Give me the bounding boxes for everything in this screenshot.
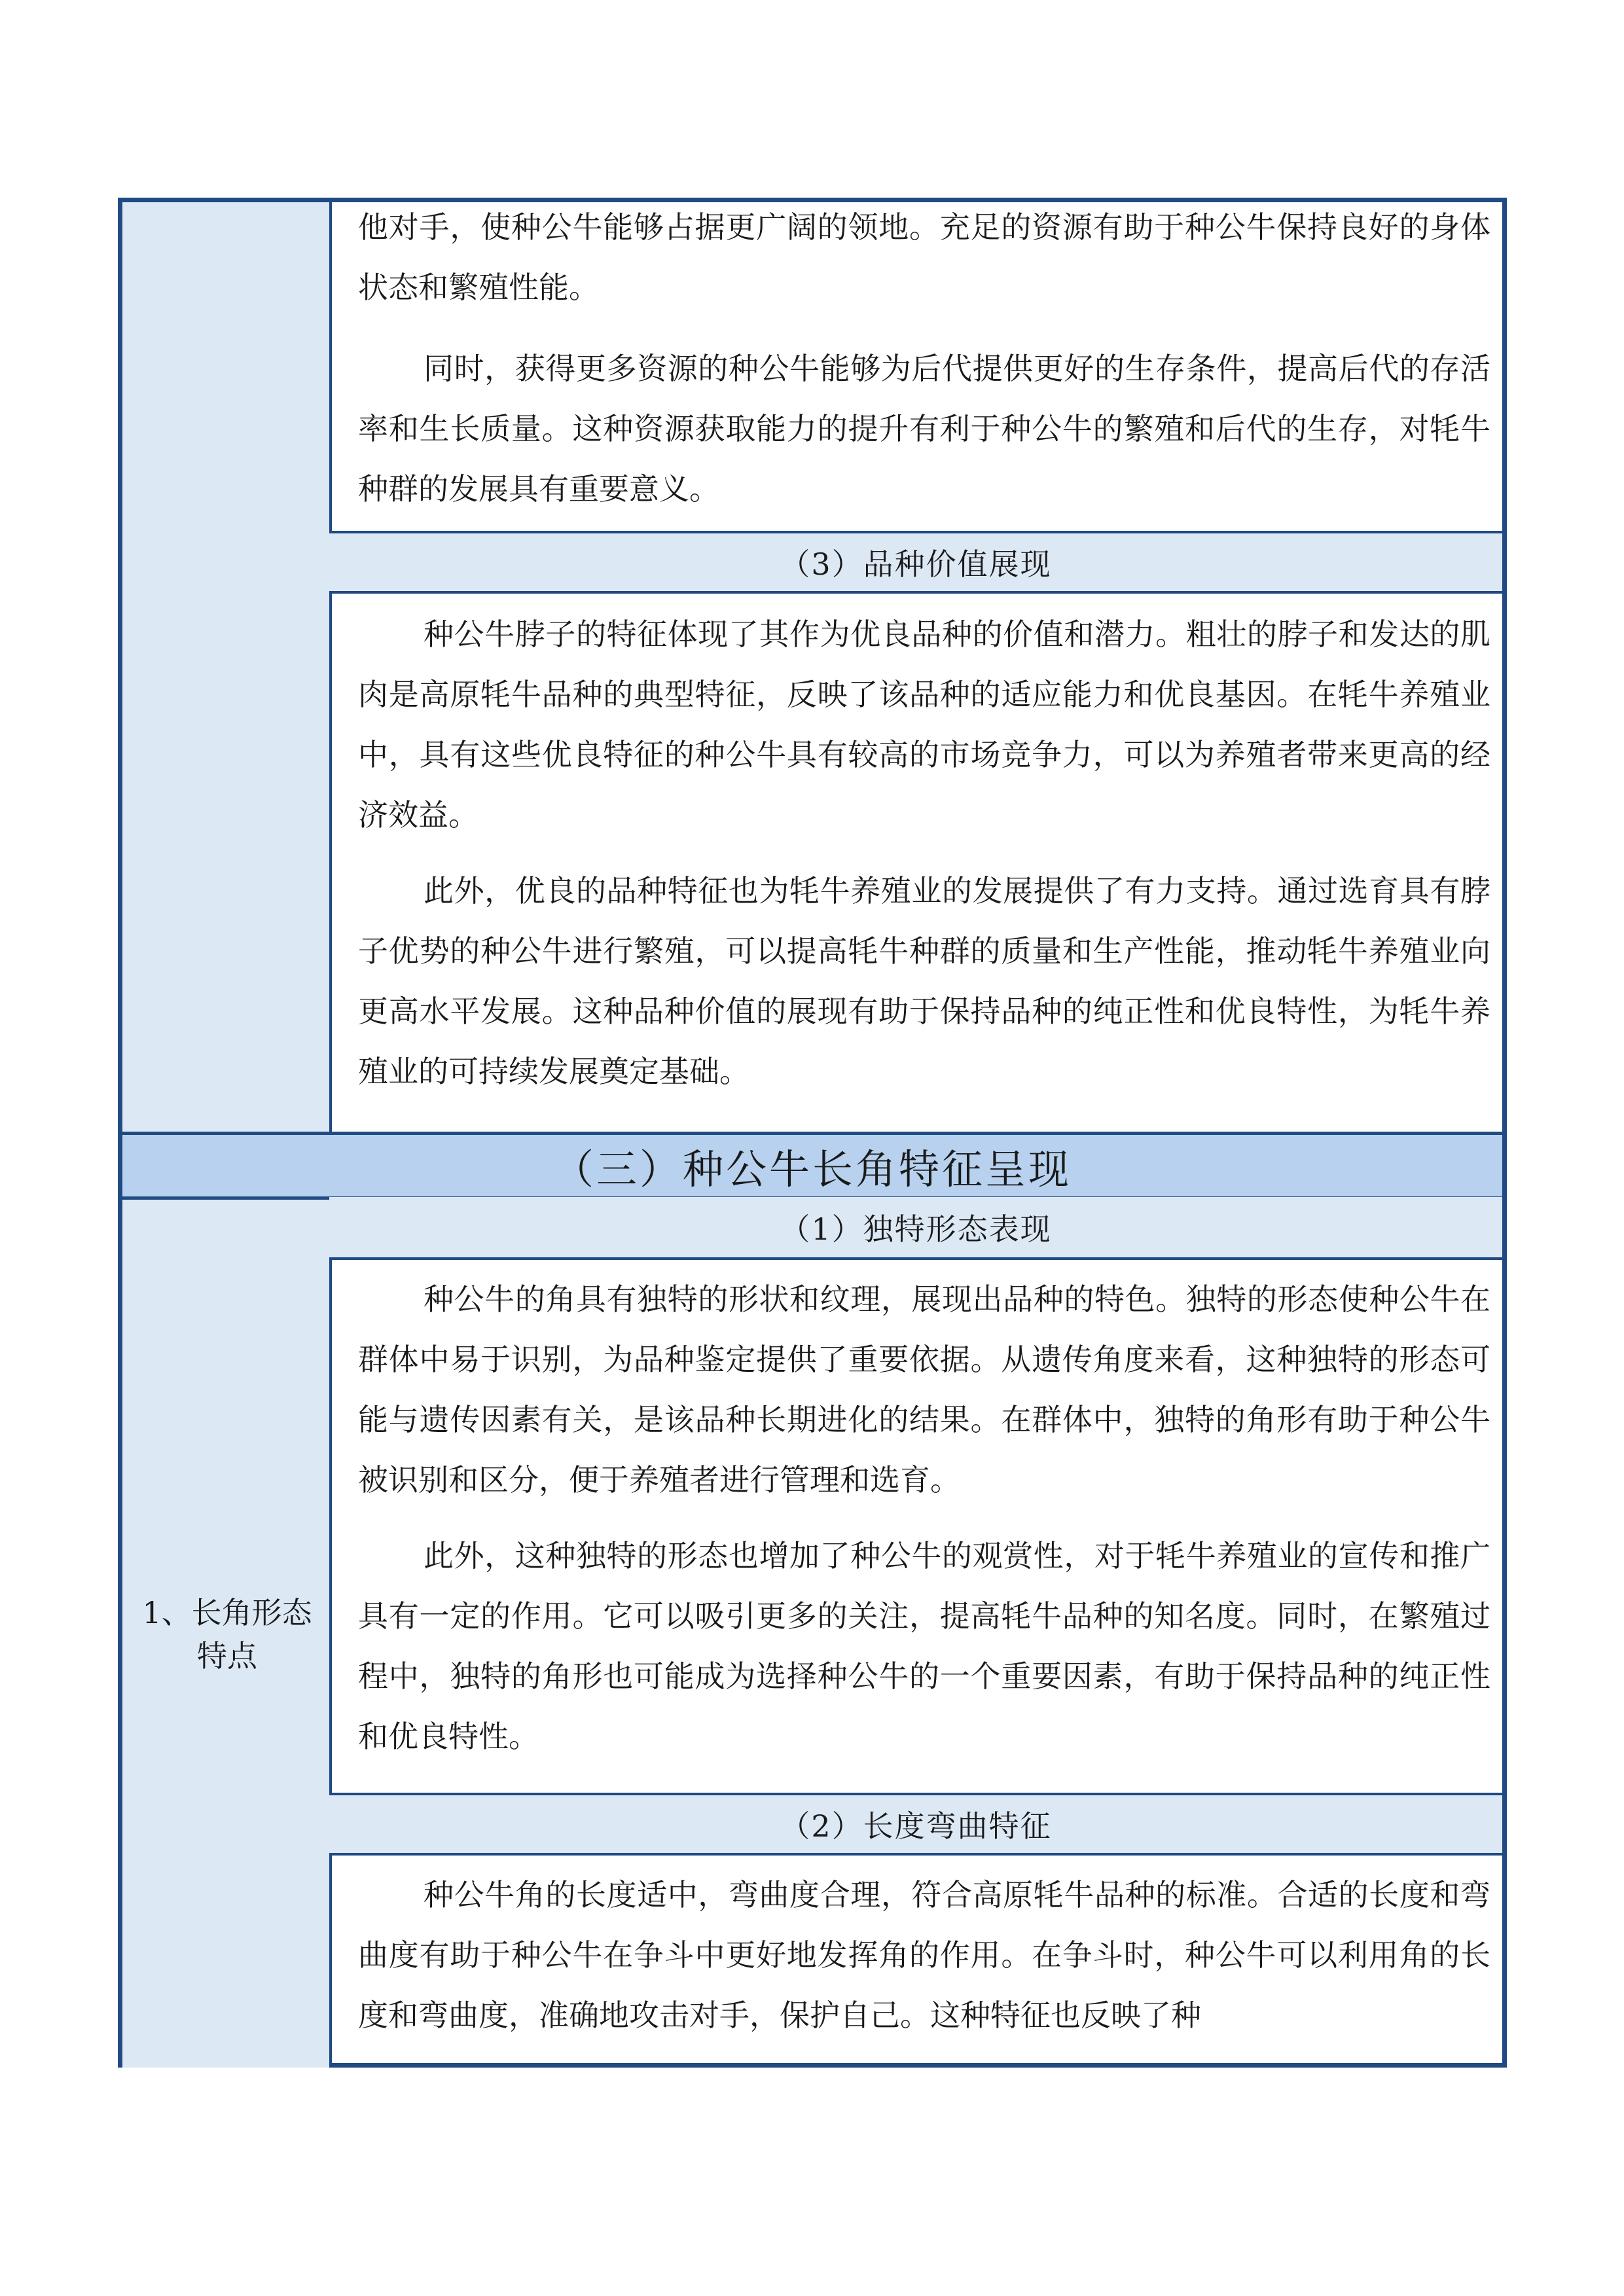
paragraph-length-curve: 种公牛角的长度适中，弯曲度合理，符合高原牦牛品种的标准。合适的长度和弯曲度有助于种公牛在争斗中更好地发挥角的作用。在争斗时，种公牛可以利用角的长度和弯曲度，准确地攻击对手，保护自己。这种特征也反映了种 — [358, 1877, 1490, 2033]
subheading-breed-value: （3）品种价值展现 — [329, 531, 1502, 594]
row-label-horn-shape: 1、长角形态特点 — [142, 1595, 312, 1674]
paragraph-breed-value: 种公牛脖子的特征体现了其作为优良品种的价值和潜力。粗壮的脖子和发达的肌肉是高原牦牛品种的典型特征，反映了该品种的适应能力和优良基因。在牦牛养殖业中，具有这些优良特征的种公牛具有较高的市场竞争力，可以为养殖者带来更高的经济效益。 — [358, 617, 1490, 833]
content-table — [118, 198, 1507, 2068]
subheading-length-curve: （2）长度弯曲特征 — [329, 1793, 1502, 1856]
paragraph-breed-support: 此外，优良的品种特征也为牦牛养殖业的发展提供了有力支持。通过选育具有脖子优势的种公牛进行繁殖，可以提高牦牛种群的质量和生产性能，推动牦牛养殖业向更高水平发展。这种品种价值的展现有助于保持品种的纯正性和优良特性，为牦牛养殖业的可持续发展奠定基础。 — [358, 873, 1490, 1089]
paragraph-resources: 同时，获得更多资源的种公牛能够为后代提供更好的生存条件，提高后代的存活率和生长质量。这种资源获取能力的提升有利于种公牛的繁殖和后代的生存，对牦牛种群的发展具有重要意义。 — [358, 351, 1490, 507]
paragraph-continued: 他对手，使种公牛能够占据更广阔的领地。充足的资源有助于种公牛保持良好的身体状态和繁殖性能。 — [358, 209, 1490, 305]
section-header-horn-features: （三）种公牛长角特征呈现 — [122, 1132, 1502, 1200]
paragraph-unique-shape: 种公牛的角具有独特的形状和纹理，展现出品种的特色。独特的形态使种公牛在群体中易于识别，为品种鉴定提供了重要依据。从遗传角度来看，这种独特的形态可能与遗传因素有关，是该品种长期进化的结果。在群体中，独特的角形有助于种公牛被识别和区分，便于养殖者进行管理和选育。 — [358, 1282, 1490, 1498]
label-column-top — [122, 202, 332, 1132]
paragraph-ornamental: 此外，这种独特的形态也增加了种公牛的观赏性，对于牦牛养殖业的宣传和推广具有一定的作用。它可以吸引更多的关注，提高牦牛品种的知名度。同时，在繁殖过程中，独特的角形也可能成为选择种公牛的一个重要因素，有助于保持品种的纯正性和优良特性。 — [358, 1538, 1490, 1754]
subheading-unique-shape: （1）独特形态表现 — [329, 1197, 1502, 1260]
